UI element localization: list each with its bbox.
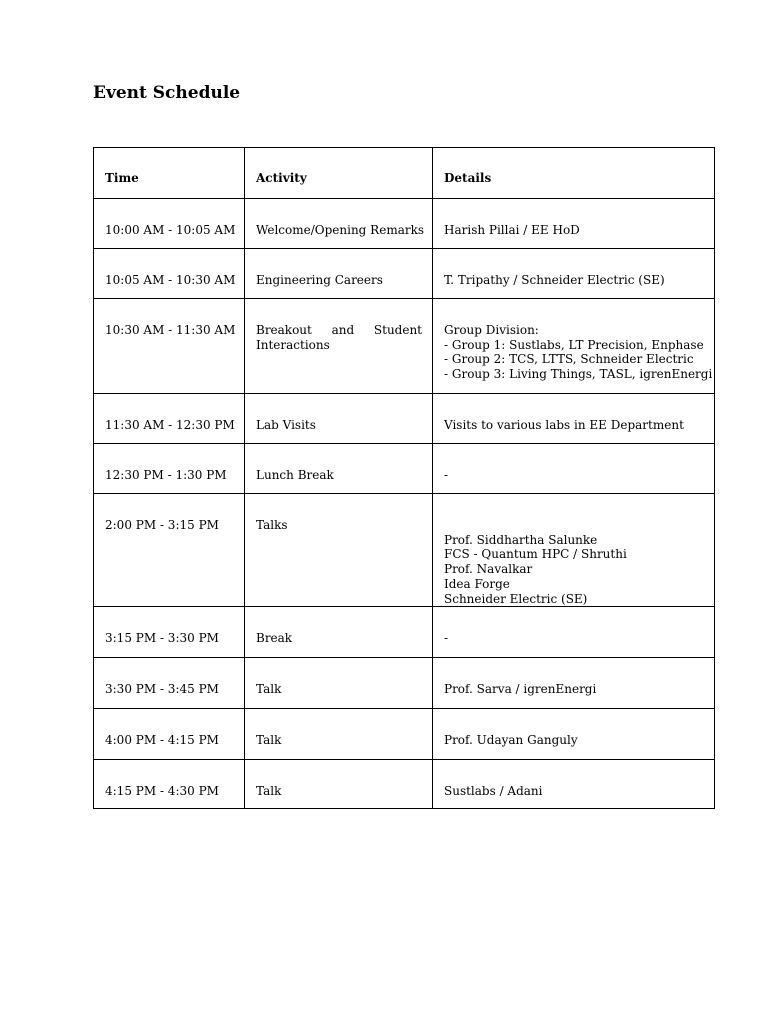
detail-line: - Group 3: Living Things, TASL, igrenEnergi xyxy=(444,367,713,382)
detail-line: Sustlabs / Adani xyxy=(444,784,543,799)
details-cell xyxy=(433,607,715,658)
activity-cell: Lab Visits xyxy=(245,394,433,444)
time-cell: 3:30 PM - 3:45 PM xyxy=(94,658,245,709)
details-cell xyxy=(433,394,715,444)
detail-line: Prof. Udayan Ganguly xyxy=(444,733,578,748)
activity-cell: Talk xyxy=(245,658,433,709)
detail-line: Schneider Electric (SE) xyxy=(444,591,588,606)
detail-line: Group Division: xyxy=(444,323,539,337)
detail-line: Idea Forge xyxy=(444,576,510,591)
table-body xyxy=(94,199,715,809)
activity-cell: Talks xyxy=(245,494,433,607)
activity-cell: Welcome/Opening Remarks xyxy=(245,199,433,249)
time-cell: 10:00 AM - 10:05 AM xyxy=(94,199,245,249)
details-cell xyxy=(433,494,715,607)
detail-line: - Group 1: Sustlabs, LT Precision, Enphase xyxy=(444,337,704,352)
details-cell xyxy=(433,709,715,760)
table-row xyxy=(94,199,715,249)
detail-line: T. Tripathy / Schneider Electric (SE) xyxy=(444,273,665,287)
time-cell: 4:00 PM - 4:15 PM xyxy=(94,709,245,760)
time-cell: 2:00 PM - 3:15 PM xyxy=(94,494,245,607)
page-title: Event Schedule xyxy=(93,83,241,103)
table-row xyxy=(94,394,715,444)
table-header-row xyxy=(94,148,715,199)
details-cell xyxy=(433,444,715,494)
table-row xyxy=(94,444,715,494)
detail-line: - Group 2: TCS, LTTS, Schneider Electric xyxy=(444,352,694,367)
details-cell xyxy=(433,249,715,299)
time-cell: 10:05 AM - 10:30 AM xyxy=(94,249,245,299)
activity-cell: Lunch Break xyxy=(245,444,433,494)
detail-line: FCS - Quantum HPC / Shruthi xyxy=(444,547,627,562)
table-row xyxy=(94,760,715,809)
detail-line: - xyxy=(444,631,449,646)
details-cell xyxy=(433,199,715,249)
detail-line: Prof. Navalkar xyxy=(444,562,533,577)
activity-cell: Breakout and Student Interactions xyxy=(245,299,433,394)
header-time: Time xyxy=(94,148,245,199)
details-cell xyxy=(433,760,715,809)
detail-line: Visits to various labs in EE Department xyxy=(444,418,684,432)
details-cell xyxy=(433,658,715,709)
table-row xyxy=(94,709,715,760)
activity-cell: Talk xyxy=(245,709,433,760)
table-row xyxy=(94,299,715,394)
details-cell xyxy=(433,299,715,394)
detail-line: - xyxy=(444,468,449,482)
time-cell: 10:30 AM - 11:30 AM xyxy=(94,299,245,394)
table-row xyxy=(94,249,715,299)
schedule-table xyxy=(93,147,715,809)
time-cell: 12:30 PM - 1:30 PM xyxy=(94,444,245,494)
detail-line xyxy=(444,518,704,533)
time-cell: 11:30 AM - 12:30 PM xyxy=(94,394,245,444)
table-row xyxy=(94,607,715,658)
header-activity: Activity xyxy=(245,148,433,199)
time-cell: 4:15 PM - 4:30 PM xyxy=(94,760,245,809)
table-row xyxy=(94,494,715,607)
header-details: Details xyxy=(433,148,715,199)
table-row xyxy=(94,658,715,709)
activity-cell: Engineering Careers xyxy=(245,249,433,299)
detail-line: Harish Pillai / EE HoD xyxy=(444,223,580,237)
detail-line: Prof. Siddhartha Salunke xyxy=(444,532,598,547)
activity-cell: Break xyxy=(245,607,433,658)
time-cell: 3:15 PM - 3:30 PM xyxy=(94,607,245,658)
activity-cell: Talk xyxy=(245,760,433,809)
detail-line: Prof. Sarva / igrenEnergi xyxy=(444,682,597,697)
